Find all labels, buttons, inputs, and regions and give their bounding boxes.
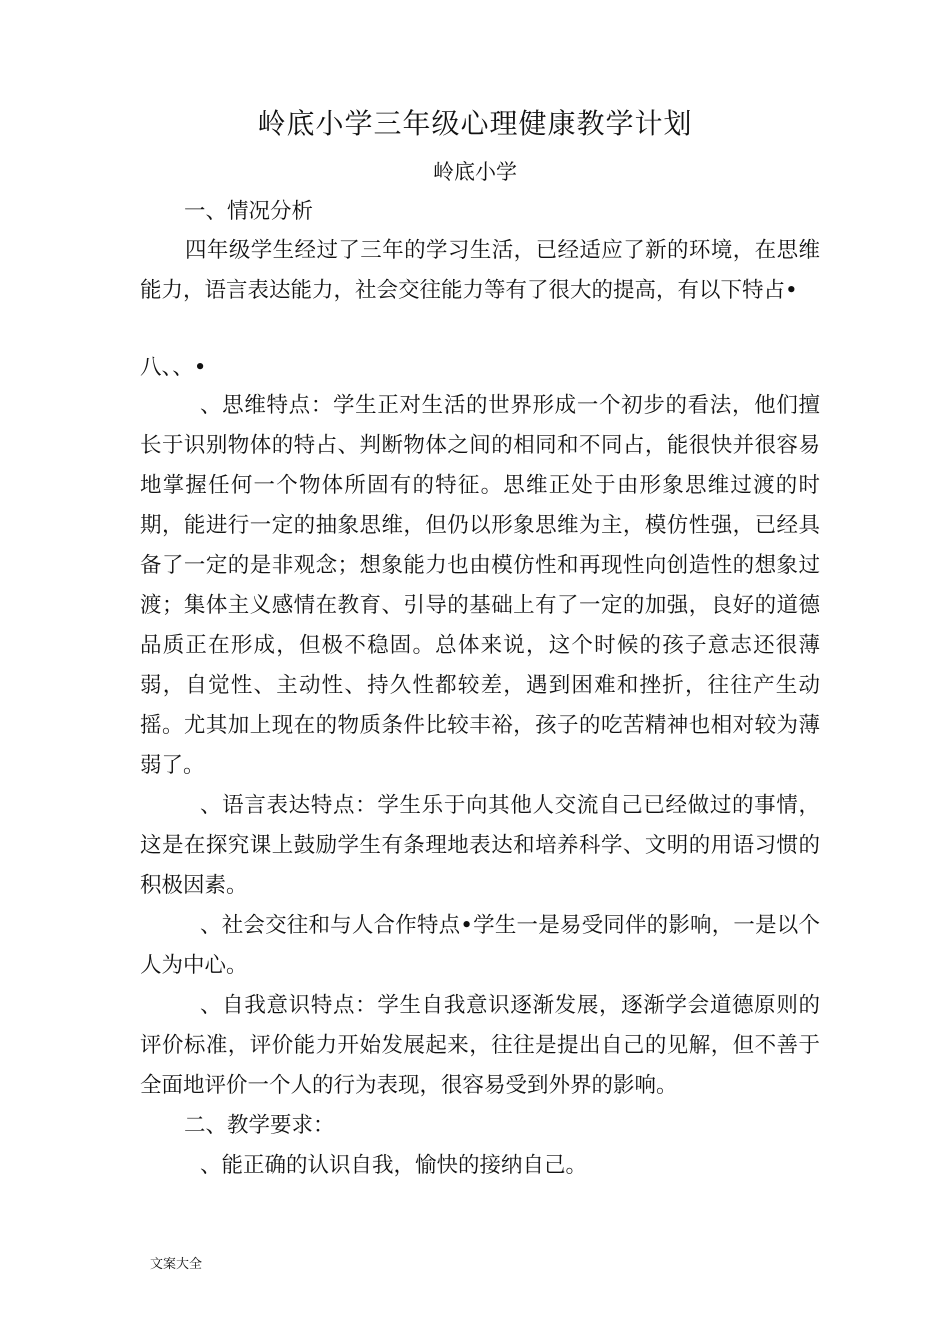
social-characteristics-paragraph: 、社会交往和与人合作特点•学生一是易受同伴的影响，一是以个人为中心。 [140,913,820,978]
intro-paragraph: 四年级学生经过了三年的学习生活，已经适应了新的环境，在思维能力，语言表达能力，社会交往能力等有了很大的提高，有以下特占• [140,238,820,303]
document-author: 岭底小学 [433,160,517,184]
self-awareness-paragraph: 、自我意识特点：学生自我意识逐渐发展，逐渐学会道德原则的评价标准，评价能力开始发展起来，往往是提出自己的见解，但不善于全面地评价一个人的行为表现，很容易受到外界的影响。 [140,993,820,1098]
document-title: 岭底小学三年级心理健康教学计划 [257,107,693,140]
thinking-characteristics-paragraph: 、思维特点：学生正对生活的世界形成一个初步的看法，他们擅长于识别物体的特占、判断物体之间的相同和不同占，能很快并很容易地掌握任何一个物体所固有的特征。思维正处于由形象思维过渡的时期，能进行一定的抽象思维，但仍以形象思维为主，模仿性强，已经具备了一定的是非观念；想象能力也由模仿性和再现性向创造性的想象过渡；集体主义感情在教育、引导的基础上有了一定的加强，良好的道德品质正在形成，但极不稳固。总体来说，这个时候的孩子意志还很薄弱，自觉性、主动性、持久性都较差，遇到困难和挫折，往往产生动摇。尤其加上现在的物质条件比较丰裕，孩子的吃苦精神也相对较为薄弱了。 [140,393,820,778]
requirement-item: 、能正确的认识自我，愉快的接纳自己。 [200,1153,588,1178]
section-heading-situation: 一、情况分析 [184,199,314,224]
language-characteristics-paragraph: 、语言表达特点：学生乐于向其他人交流自己已经做过的事情，这是在探究课上鼓励学生有条理地表达和培养科学、文明的用语习惯的积极因素。 [140,793,820,898]
stray-line: 八、、• [140,355,207,380]
section-heading-requirements: 二、教学要求： [184,1113,335,1138]
footer-label: 文案大全 [150,1257,203,1272]
